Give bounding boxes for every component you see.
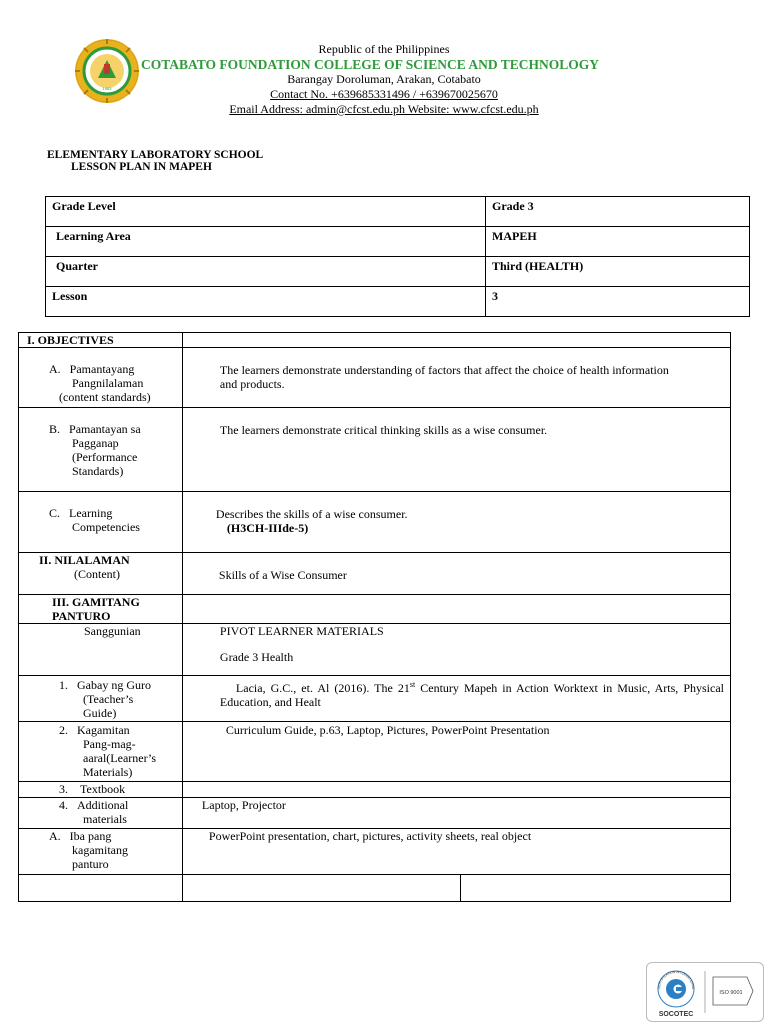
- table-row: [19, 722, 731, 782]
- table-row: [19, 798, 731, 829]
- info-label: Learning Area: [46, 227, 486, 257]
- item3-label-cell: 3. Textbook: [19, 782, 183, 798]
- table-row: [46, 257, 750, 287]
- item4-label-cell: 4. Additional materials: [19, 798, 183, 829]
- itemA-text: PowerPoint presentation, chart, pictures, activity sheets, real object: [182, 829, 730, 875]
- header-republic: Republic of the Philippines: [318, 42, 450, 56]
- socotec-logo-icon: [647, 963, 763, 1021]
- objectives-heading: I. OBJECTIVES: [19, 333, 183, 348]
- content-text: Skills of a Wise Consumer: [182, 553, 730, 595]
- header-college-name: COTABATO FOUNDATION COLLEGE OF SCIENCE AND TECHNOLOGY: [140, 57, 600, 72]
- info-label: Lesson: [46, 287, 486, 317]
- badge-iso: ISO 9001: [719, 990, 743, 996]
- objective-a-label-cell: A. Pamantayang Pangnilalaman (content standards): [19, 348, 183, 408]
- info-value: MAPEH: [486, 227, 750, 257]
- table-row: [19, 553, 731, 595]
- materials-heading: III. GAMITANG PANTURO: [52, 595, 140, 623]
- info-label: Grade Level: [46, 197, 486, 227]
- info-label: Quarter: [46, 257, 486, 287]
- sanggunian-label: Sanggunian: [19, 624, 183, 676]
- info-value: Grade 3: [486, 197, 750, 227]
- item4-text: Laptop, Projector: [182, 798, 730, 829]
- table-row: [19, 782, 731, 798]
- item2-label-cell: 2. Kagamitan Pang-mag- aaral(Learner’s Materials): [19, 722, 183, 782]
- objective-c-code: (H3CH-IIIde-5): [226, 521, 309, 535]
- materials-heading-cell: [19, 595, 183, 624]
- lesson-plan-table: [18, 332, 731, 902]
- item1-label-cell: 1. Gabay ng Guro (Teacher’s Guide): [19, 676, 183, 722]
- header-email: Email Address: admin@cfcst.edu.ph Website: www.cfcst.edu.ph: [229, 102, 539, 116]
- table-row: [46, 197, 750, 227]
- table-row: [19, 333, 731, 348]
- item2-text: Curriculum Guide, p.63, Laptop, Pictures, PowerPoint Presentation: [182, 722, 730, 782]
- header-contact: Contact No. +639685331496 / +639670025670: [270, 87, 498, 101]
- objective-a-text: The learners demonstrate understanding of factors that affect the choice of health information and products.: [182, 348, 730, 408]
- info-value: 3: [486, 287, 750, 317]
- table-row: [46, 227, 750, 257]
- table-row: [46, 287, 750, 317]
- table-row: [19, 875, 731, 902]
- table-row: [19, 624, 731, 676]
- objective-c-cell: [182, 492, 730, 553]
- item1-text: Lacia, G.C., et. Al (2016). The 21st Century Mapeh in Action Worktext in Music, Arts, Physical Education, and Healt: [182, 676, 730, 722]
- table-row: [19, 348, 731, 408]
- socotec-iso-badge: [646, 962, 764, 1022]
- objective-b-label-cell: B. Pamantayan sa Pagganap (Performance Standards): [19, 408, 183, 492]
- itemA-label-cell: A. Iba pang kagamitang panturo: [19, 829, 183, 875]
- logo-year: 1983: [102, 86, 112, 91]
- table-row: [19, 676, 731, 722]
- table-row: [19, 492, 731, 553]
- sanggunian-cell: PIVOT LEARNER MATERIALS Grade 3 Health: [182, 624, 730, 676]
- lesson-plan-title: LESSON PLAN IN MAPEH: [71, 161, 212, 173]
- info-value: Third (HEALTH): [486, 257, 750, 287]
- badge-ring-text: CERTIFICATION INTERNATIONAL: [656, 969, 696, 990]
- objective-c-text: Describes the skills of a wise consumer.: [215, 507, 408, 521]
- objective-b-text: The learners demonstrate critical thinking skills as a wise consumer.: [182, 408, 730, 492]
- table-row: [19, 595, 731, 624]
- table-row: [19, 829, 731, 875]
- content-heading: II. NILALAMAN: [39, 553, 130, 567]
- objective-c-label-cell: C. Learning Competencies: [19, 492, 183, 553]
- table-row: [19, 408, 731, 492]
- school-title: ELEMENTARY LABORATORY SCHOOL: [47, 149, 264, 161]
- badge-brand: SOCOTEC: [658, 1011, 694, 1018]
- header-address: Barangay Doroluman, Arakan, Cotabato: [287, 72, 481, 86]
- content-heading-cell: II. NILALAMAN (Content): [19, 553, 183, 595]
- lesson-info-table: [45, 196, 750, 317]
